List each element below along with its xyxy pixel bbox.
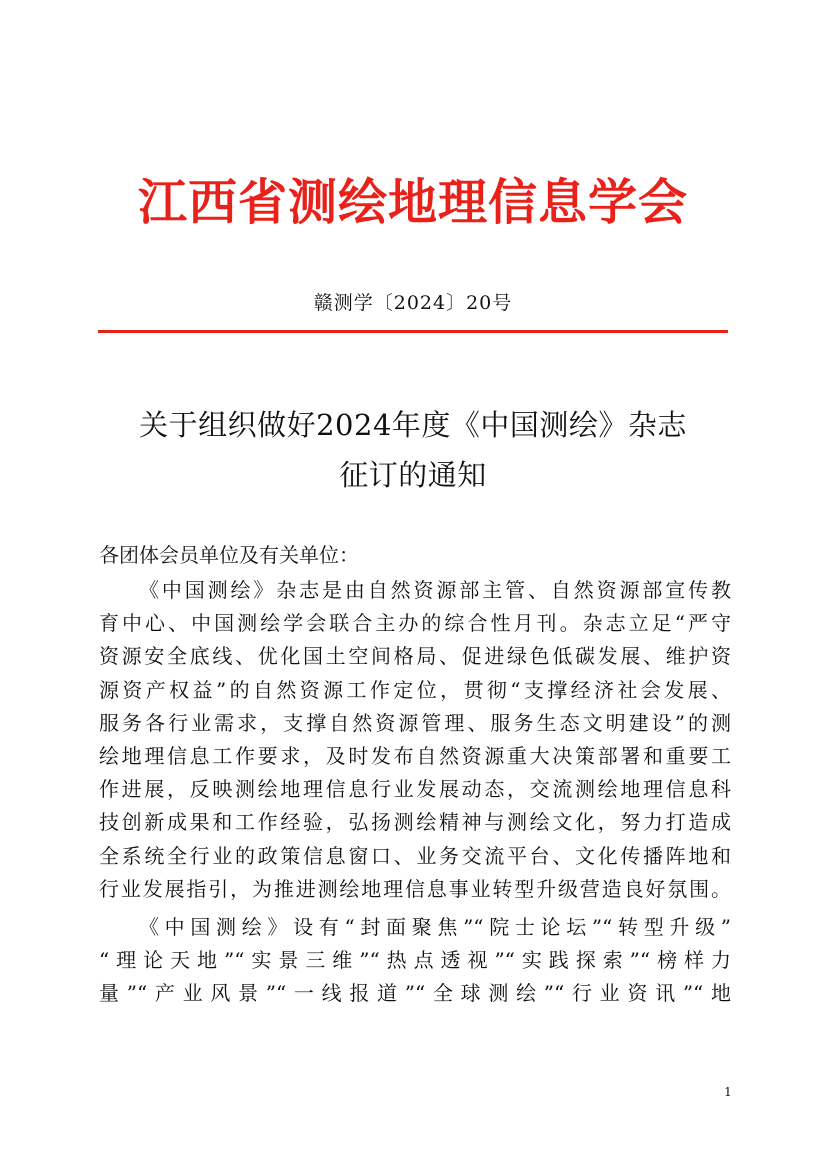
notice-title-line-1: 关于组织做好2024年度《中国测绘》杂志 bbox=[139, 408, 687, 442]
paragraph-line: 全系统全行业的政策信息窗口、业务交流平台、文化传播阵地和 bbox=[99, 843, 731, 868]
notice-body bbox=[99, 536, 731, 1010]
paragraph-line: 育中心、中国测绘学会联合主办的综合性月刊。杂志立足“严守 bbox=[99, 611, 731, 636]
paragraph-line: “理论天地”“实景三维”“热点透视”“实践探索”“榜样力 bbox=[99, 948, 731, 973]
salutation: 各团体会员单位及有关单位： bbox=[99, 543, 359, 567]
red-divider-rule bbox=[98, 330, 728, 333]
paragraph-line: 量”“产业风景”“一线报道”“全球测绘”“行业资讯”“地 bbox=[99, 981, 731, 1006]
paragraph-line: 技创新成果和工作经验，弘扬测绘精神与测绘文化，努力打造成 bbox=[99, 810, 731, 835]
notice-title-line-2: 征订的通知 bbox=[339, 458, 487, 492]
paragraph-line: 作进展，反映测绘地理信息行业发展动态，交流测绘地理信息科 bbox=[99, 777, 731, 802]
paragraph-line: 《中国测绘》设有“封面聚焦”“院士论坛”“转型升级” bbox=[139, 914, 731, 939]
paragraph-1 bbox=[99, 574, 731, 906]
paragraph-line: 资源安全底线、优化国土空间格局、促进绿色低碳发展、维护资 bbox=[99, 644, 731, 669]
page-number: 1 bbox=[724, 1085, 732, 1099]
paragraph-line: 行业发展指引，为推进测绘地理信息事业转型升级营造良好氛围。 bbox=[99, 876, 731, 901]
paragraph-2 bbox=[99, 911, 731, 1011]
notice-title bbox=[0, 400, 826, 500]
document-number: 赣测学〔2024〕20号 bbox=[313, 292, 513, 314]
organization-masthead: 江西省测绘地理信息学会 bbox=[137, 174, 688, 231]
paragraph-line: 绘地理信息工作要求，及时发布自然资源重大决策部署和重要工 bbox=[99, 743, 731, 768]
paragraph-line: 《中国测绘》杂志是由自然资源部主管、自然资源部宣传教 bbox=[139, 578, 731, 602]
paragraph-line: 服务各行业需求，支撑自然资源管理、服务生态文明建设”的测 bbox=[99, 710, 731, 735]
paragraph-line: 源资产权益”的自然资源工作定位，贯彻“支撑经济社会发展、 bbox=[99, 677, 731, 702]
